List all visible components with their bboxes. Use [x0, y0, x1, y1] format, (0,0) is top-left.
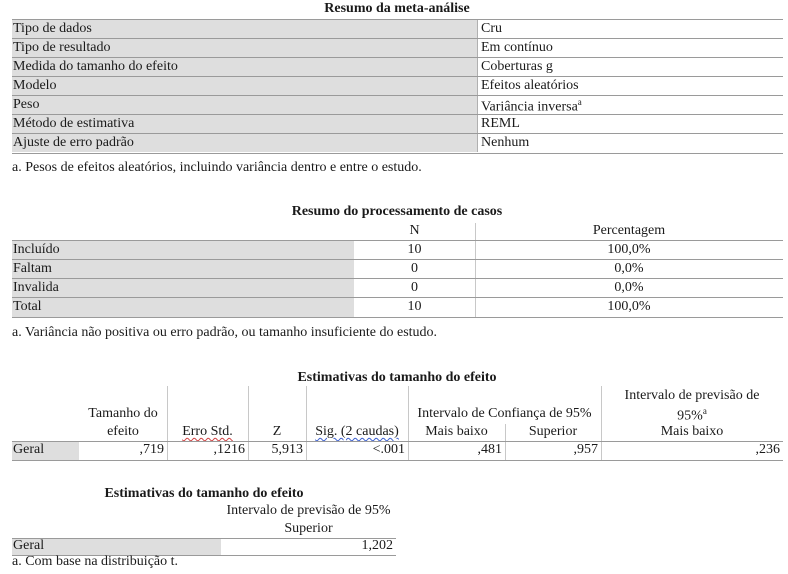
row-label: Invalida — [13, 280, 59, 295]
cell-n: 0 — [411, 280, 418, 295]
header-std-error — [167, 424, 248, 440]
cell-z: 5,913 — [271, 442, 303, 457]
header-prediction-interval: Intervalo de previsão de 95% — [226, 503, 391, 518]
cell-pi-lower: ,236 — [755, 442, 780, 457]
header-prediction-interval-pct: 95% — [677, 408, 703, 424]
row-label: Geral — [13, 538, 45, 553]
table-row — [12, 57, 783, 77]
processing-title: Resumo do processamento de casos — [291, 204, 503, 219]
summary-value: REML — [481, 116, 520, 131]
table-row — [12, 259, 783, 279]
summary-label: Medida do tamanho do efeito — [13, 59, 178, 74]
table-row — [12, 19, 783, 39]
header-ci-upper: Superior — [528, 424, 578, 439]
table-row — [12, 38, 783, 58]
summary-value-text: Variância inversa — [481, 99, 578, 115]
summary-label: Ajuste de erro padrão — [13, 135, 134, 150]
summary-value: Cru — [481, 21, 502, 36]
table-row — [12, 240, 783, 260]
summary-label: Método de estimativa — [13, 116, 135, 131]
header-effect-size-line2: efeito — [107, 424, 139, 439]
cell-n: 10 — [407, 299, 422, 314]
effect2-footnote: a. Com base na distribuição t. — [12, 554, 179, 569]
row-label: Total — [13, 299, 42, 314]
summary-value — [481, 97, 582, 116]
table-row — [12, 114, 783, 134]
table-row — [12, 297, 783, 318]
header-prediction-interval-line1: Intervalo de previsão de — [624, 388, 760, 403]
cell-n: 10 — [407, 242, 422, 257]
header-prediction-interval-line2 — [601, 406, 783, 425]
row-label: Faltam — [13, 261, 52, 276]
summary-label: Modelo — [13, 78, 57, 93]
row-label: Geral — [13, 442, 45, 457]
effect2-title: Estimativas do tamanho do efeito — [104, 486, 304, 501]
footnote-marker: a — [702, 406, 707, 416]
processing-table — [12, 223, 783, 317]
footnote-marker: a — [577, 97, 582, 107]
column-header-n: N — [409, 223, 420, 238]
header-pi-upper: Superior — [284, 521, 333, 536]
summary-table — [12, 19, 783, 152]
table-row — [12, 76, 783, 96]
header-sig — [306, 424, 408, 440]
column-header-percentage: Percentagem — [592, 223, 666, 238]
table-row — [12, 95, 783, 115]
summary-label: Tipo de dados — [13, 21, 92, 36]
cell-pi-upper: 1,202 — [361, 538, 393, 553]
summary-label: Tipo de resultado — [13, 40, 111, 55]
effect-table — [12, 386, 783, 460]
summary-footnote: a. Pesos de efeitos aleatórios, incluindo variância dentro e entre o estudo. — [12, 160, 422, 175]
header-effect-size-line1: Tamanho do — [88, 406, 158, 421]
cell-effect-size: ,719 — [139, 442, 164, 457]
cell-std-error: ,1216 — [213, 442, 245, 457]
cell-ci-lower: ,481 — [477, 442, 502, 457]
cell-percentage: 0,0% — [614, 280, 644, 295]
summary-value: Em contínuo — [481, 40, 553, 55]
summary-label: Peso — [13, 97, 40, 112]
summary-value: Efeitos aleatórios — [481, 78, 579, 93]
cell-ci-upper: ,957 — [573, 442, 598, 457]
header-confidence-interval: Intervalo de Confiança de 95% — [417, 406, 592, 421]
effect2-table — [12, 503, 396, 555]
table-row — [12, 278, 783, 298]
cell-percentage: 100,0% — [607, 242, 651, 257]
header-z: Z — [272, 424, 282, 439]
table-row — [12, 441, 783, 461]
cell-percentage: 0,0% — [614, 261, 644, 276]
header-ci-lower: Mais baixo — [425, 424, 488, 439]
row-label: Incluído — [13, 242, 60, 257]
effect-title: Estimativas do tamanho do efeito — [297, 370, 497, 385]
header-sig-text: Sig. (2 caudas) — [315, 424, 399, 439]
summary-value: Nenhum — [481, 135, 530, 150]
summary-title: Resumo da meta-análise — [324, 1, 470, 16]
cell-sig: <.001 — [372, 442, 405, 457]
header-std-error-text: Erro Std. — [182, 424, 233, 439]
cell-percentage: 100,0% — [607, 299, 651, 314]
table-row — [12, 133, 783, 154]
processing-footnote: a. Variância não positiva ou erro padrão, ou tamanho insuficiente do estudo. — [12, 325, 438, 340]
header-pi-lower: Mais baixo — [660, 424, 724, 439]
cell-n: 0 — [411, 261, 418, 276]
summary-value: Coberturas g — [481, 59, 553, 74]
